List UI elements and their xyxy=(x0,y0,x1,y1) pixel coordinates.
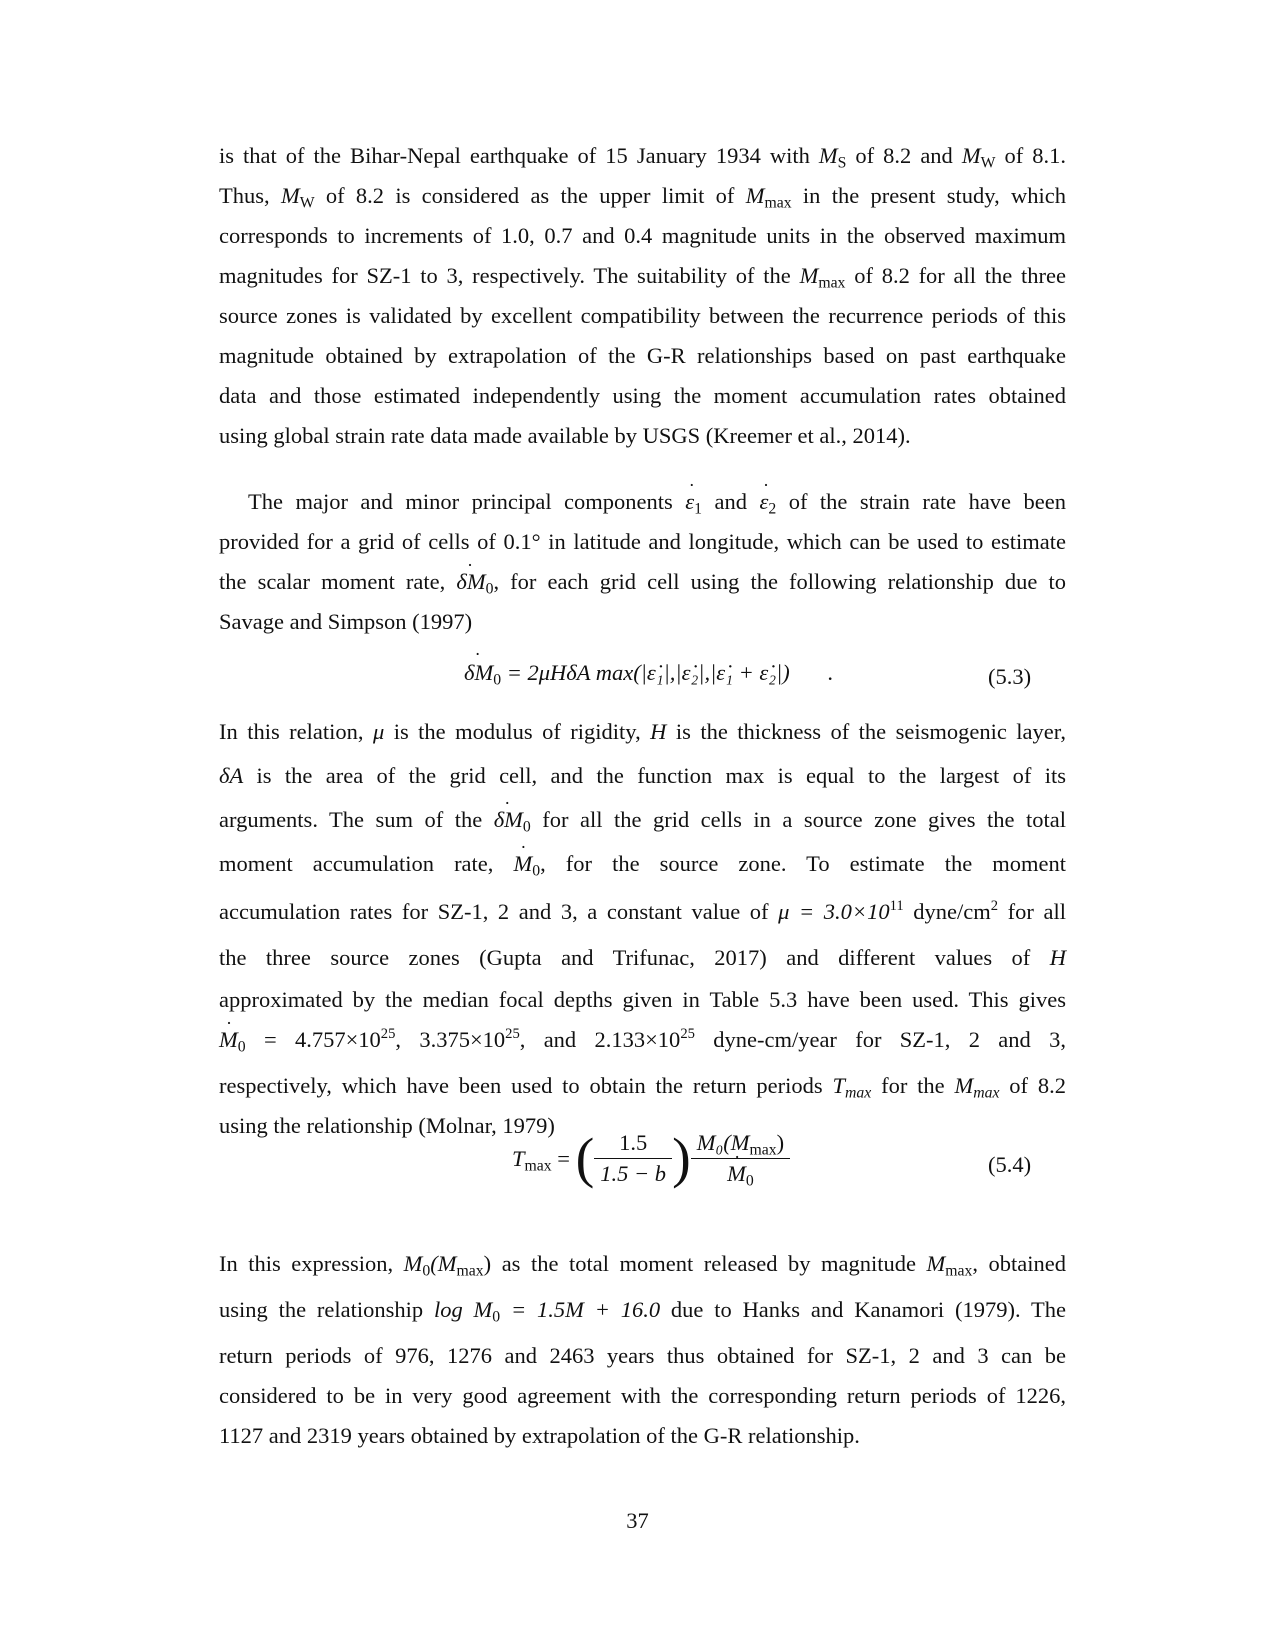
text-line: data and those estimated independently using the moment accumulation rates obtained xyxy=(219,383,1066,408)
text-line: Savage and Simpson (1997) xyxy=(219,609,473,634)
paragraph-1 xyxy=(219,136,1066,456)
page-number: 37 xyxy=(626,1508,649,1533)
text-line: corresponds to increments of 1.0, 0.7 and 0.4 magnitude units in the observed maximum xyxy=(219,223,1066,248)
text-line: magnitude obtained by extrapolation of the G-R relationships based on past earthquake xyxy=(219,343,1066,368)
paragraph-4 xyxy=(219,1242,1066,1454)
equation-5-4: $T_{max}$ = ( $\frac{1.5}{1.5 - b}$ ) $\frac{M_0(M_{max})}{M ˙_0}$ xyxy=(512,1128,790,1189)
text-line: source zones is validated by excellent compatibility between the recurrence periods of this xyxy=(219,303,1066,328)
text-line: In this expression, $M_0(M_{max})$ as the total moment released by magnitude $M_{max}$, obtained xyxy=(219,1251,1066,1280)
text-line: moment accumulation rate, M $˙_0$, for the source zone. To estimate the moment xyxy=(219,842,1066,890)
fraction-2: $\frac{M_0(M_{max})}{M ˙_0}$ xyxy=(691,1128,790,1189)
equation-5-3: δM $˙_0 = 2\mu H\delta A$ max(|ε̇₁|,|ε̇₂|,|ε̇₁ + ε̇₂|) . xyxy=(464,660,833,686)
text-line: accumulation rates for SZ-1, 2 and 3, a constant value of $\mu = 3.0\times 10^{11}$ dyne/$cm^2$ for all xyxy=(219,898,1066,924)
text-line: approximated by the median focal depths given in Table 5.3 have been used. This gives xyxy=(219,987,1066,1012)
equation-number-5-3: (5.3) xyxy=(988,664,1032,689)
text-line: M $˙_0 = 4.757\times 10^{25}$, $3.375\times 10^{25}$, and $2.133\times 10^{25}$ dyne-cm/year for SZ-1, 2 and 3, xyxy=(219,1018,1066,1064)
text-line: δA is the area of the grid cell, and the function max is equal to the largest of its xyxy=(219,763,1066,788)
text-line: the three source zones (Gupta and Trifunac, 2017) and different values of H xyxy=(219,945,1066,970)
text-line: return periods of 976, 1276 and 2463 years thus obtained for SZ-1, 2 and 3 can be xyxy=(219,1343,1066,1368)
fraction-1: $\frac{1.5}{1.5 - b}$ xyxy=(594,1128,672,1189)
text-line: magnitudes for SZ-1 to 3, respectively. The suitability of the $M_{max}$ of 8.2 for all the three xyxy=(219,263,1067,292)
text-line: 1127 and 2319 years obtained by extrapolation of the G-R relationship. xyxy=(219,1423,860,1448)
text-line: respectively, which have been used to obtain the return periods $T_{max}$ for the $M_{max}$ of 8.2 xyxy=(219,1073,1066,1102)
text-line: using the relationship (Molnar, 1979) xyxy=(219,1113,555,1138)
text-line: using the relationship $\log M_0 = 1.5M + 16.0$ due to Hanks and Kanamori (1979). The xyxy=(219,1297,1067,1326)
paragraph-2 xyxy=(219,482,1066,642)
text-line: considered to be in very good agreement with the corresponding return periods of 1226, xyxy=(219,1383,1066,1408)
text-line: The major and minor principal components ε $˙_1$ and ε $˙_2$ of the strain rate have been xyxy=(219,482,1066,522)
text-line: is that of the Bihar-Nepal earthquake of 15 January 1934 with $M_S$ of 8.2 and $M_W$ of 8.1. xyxy=(219,143,1067,172)
text-line: provided for a grid of cells of 0.1° in latitude and longitude, which can be used to estimate xyxy=(219,529,1066,554)
text-line: the scalar moment rate, δM $˙_0$, for each grid cell using the following relationship due to xyxy=(219,562,1066,602)
text-line: arguments. The sum of the δM $˙_0$ for all the grid cells in a source zone gives the total xyxy=(219,798,1066,842)
paragraph-3 xyxy=(219,710,1066,1144)
text-line: In this relation, μ is the modulus of rigidity, H is the thickness of the seismogenic layer, xyxy=(219,719,1066,744)
equation-number-5-4: (5.4) xyxy=(988,1152,1032,1177)
text-line: Thus, $M_W$ of 8.2 is considered as the upper limit of $M_{max}$ in the present study, which xyxy=(219,183,1066,212)
text-line: using global strain rate data made available by USGS (Kreemer et al., 2014). xyxy=(219,423,911,448)
